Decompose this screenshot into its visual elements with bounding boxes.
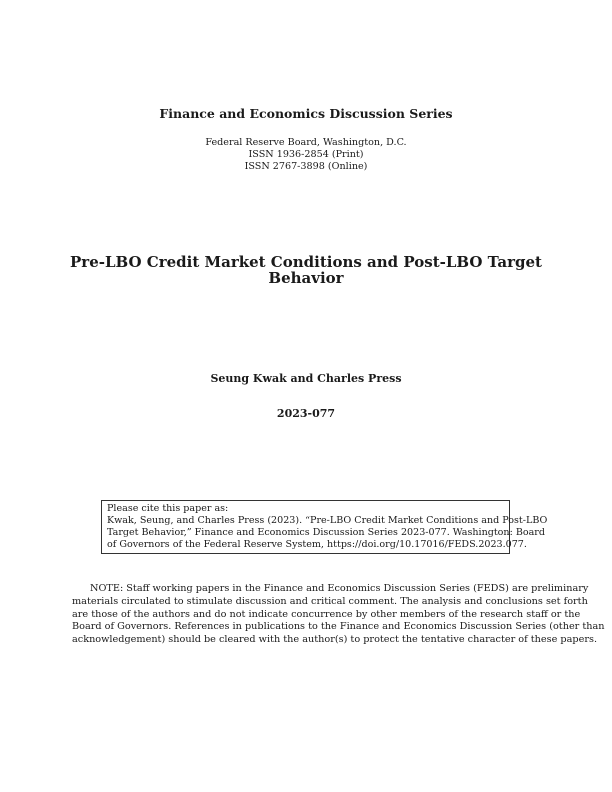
note-line: materials circulated to stimulate discussion and critical comment. The analysis and conclusions set forth — [72, 595, 588, 607]
paper-title — [0, 254, 612, 286]
issn-print: ISSN 1936-2854 (Print) — [248, 149, 364, 160]
note-line: are those of the authors and do not indicate concurrence by other members of the research staff or the — [72, 608, 581, 620]
citation-line: Target Behavior,” Finance and Economics Discussion Series 2023-077. Washington: Board — [107, 527, 545, 538]
paper-title-line: Behavior — [268, 269, 344, 287]
citation-line: of Governors of the Federal Reserve System, https://doi.org/10.17016/FEDS.2023.077. — [107, 539, 527, 550]
paper-title-line: Pre-LBO Credit Market Conditions and Post-LBO Target — [70, 253, 542, 271]
citation-box — [101, 500, 548, 554]
publication-info — [0, 137, 612, 173]
paper-authors: Seung Kwak and Charles Press — [210, 372, 402, 385]
issn-online: ISSN 2767-3898 (Online) — [244, 161, 368, 172]
note-line: acknowledgement) should be cleared with the author(s) to protect the tentative character of these papers. — [72, 634, 598, 646]
note-line: NOTE: Staff working papers in the Finance and Economics Discussion Series (FEDS) are preliminary — [90, 583, 589, 594]
paper-number: 2023-077 — [276, 407, 336, 420]
publisher: Federal Reserve Board, Washington, D.C. — [205, 137, 407, 148]
note-line: Board of Governors. References in publications to the Finance and Economics Discussion Series (other than — [72, 621, 605, 633]
citation-line: Kwak, Seung, and Charles Press (2023). “Pre-LBO Credit Market Conditions and Post-LBO — [107, 515, 548, 526]
citation-line: Please cite this paper as: — [107, 503, 229, 514]
disclaimer-note — [72, 583, 605, 647]
series-title: Finance and Economics Discussion Series — [159, 106, 453, 121]
